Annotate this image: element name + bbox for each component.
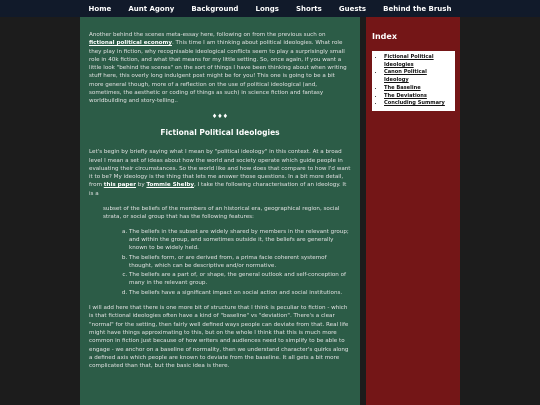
index-link-fictional-political-ideologies[interactable]: Fictional Political Ideologies	[384, 54, 434, 68]
section-heading: Fictional Political Ideologies	[160, 127, 280, 137]
index-item	[384, 93, 451, 101]
top-navigation-bar	[0, 0, 540, 17]
section-separator: ♦♦♦	[211, 112, 229, 120]
index-link-concluding-summary[interactable]: Concluding Summary	[384, 100, 445, 107]
nav-longs[interactable]: Longs	[255, 4, 279, 13]
nav-behind-the-brush[interactable]: Behind the Brush	[383, 4, 452, 13]
index-link-the-deviations[interactable]: The Deviations	[384, 92, 427, 99]
definition-text-mid: by	[135, 182, 147, 189]
index-item	[384, 85, 451, 93]
intro-text-end: . This time I am thinking about political ideologies. What role they play in fiction, why recognisable ideological conflicts seem to play a surprisingly small role in 40k fiction, and what that means for my little setting. So, once again, if you want a little look "behind the scenes" on the sort of things I have been thinking about when writing stuff here, this overly long indulgent post might be for you! This one is going to be a bit more general though, more of a reflection on the use of political ideological (and, sometimes, the aesthetic or coding of things as such) in science fiction and fantasy worldbuilding and story-telling..	[89, 40, 347, 105]
sidebar-title: Index	[372, 32, 397, 41]
nav-aunt-agony[interactable]: Aunt Agony	[128, 4, 175, 13]
index-item	[384, 100, 451, 108]
index-sidebar	[366, 17, 460, 405]
fictional-political-economy-link[interactable]: fictional political economy	[89, 40, 172, 47]
nav-background[interactable]: Background	[191, 4, 239, 13]
intro-text-start: Another behind the scenes meta-essay here, following on from the previous such on	[89, 32, 326, 38]
nav-home[interactable]: Home	[88, 4, 112, 13]
ideology-features-list	[89, 228, 351, 297]
index-box	[372, 51, 455, 111]
nav-guests[interactable]: Guests	[338, 4, 367, 13]
this-paper-link[interactable]: this paper	[103, 182, 136, 189]
index-list	[374, 54, 451, 108]
definition-paragraph	[89, 148, 351, 198]
definition-text-start: Let's begin by briefly saying what I mean by "political ideology" in this context. At a broad level I mean a set of ideas about how the world and society operate which guide people in evaluating their circumstances. So the world like and how does that compare to how I'd want it to be? My ideology is the thing that lets me answer those questions. In a bit more detail, from	[89, 149, 351, 189]
index-item	[384, 69, 451, 84]
blockquote: subset of the beliefs of the members of an historical era, geographical region, social strata, or social group that has the following features:	[103, 206, 340, 221]
baseline-paragraph: I will add here that there is one more bit of structure that I think is peculiar to fiction - which is that fictional ideologies often have a kind of "baseline" vs "deviation". There's a clear "normal" for the setting, then fairly well defined ways people can deviate from that. Real life might have things approximating to this, but on the whole I think that this is much more common in fiction just because of how writers and audiences need to simplify to be able to engage - we anchor on a baseline of normality, then we understand character's quirks along a defined axis which people are known to deviate from the baseline. It all gets a bit more complicated than that, but the basic idea is there.	[89, 305, 349, 370]
index-link-canon-political-ideology[interactable]: Canon Political Ideology	[384, 69, 427, 84]
list-item: c. The beliefs are a part of, or shape, the general outlook and self-conception of many in the relevant group.	[129, 271, 351, 288]
intro-paragraph	[89, 31, 351, 106]
left-margin	[0, 17, 80, 405]
index-link-the-baseline[interactable]: The Baseline	[384, 84, 421, 91]
definition-text-end: , I take the following characterisation of an ideology. It is a	[89, 182, 347, 197]
nav-shorts[interactable]: Shorts	[296, 4, 322, 13]
right-margin	[460, 17, 540, 405]
list-item: a. The beliefs in the subset are widely shared by members in the relevant group; and within the group, and sometimes outside it, the beliefs are generally known to be widely held.	[129, 228, 351, 253]
list-item: d. The beliefs have a significant impact on social action and social institutions.	[129, 289, 351, 297]
article-content	[80, 17, 360, 405]
list-item: b. The beliefs form, or are derived from, a prima facie coherent systemof thought, which can be descriptive and/or normative.	[129, 254, 351, 271]
tommie-shelby-link[interactable]: Tommie Shelby	[146, 182, 195, 189]
index-item	[384, 54, 451, 69]
nav-links	[80, 0, 460, 17]
